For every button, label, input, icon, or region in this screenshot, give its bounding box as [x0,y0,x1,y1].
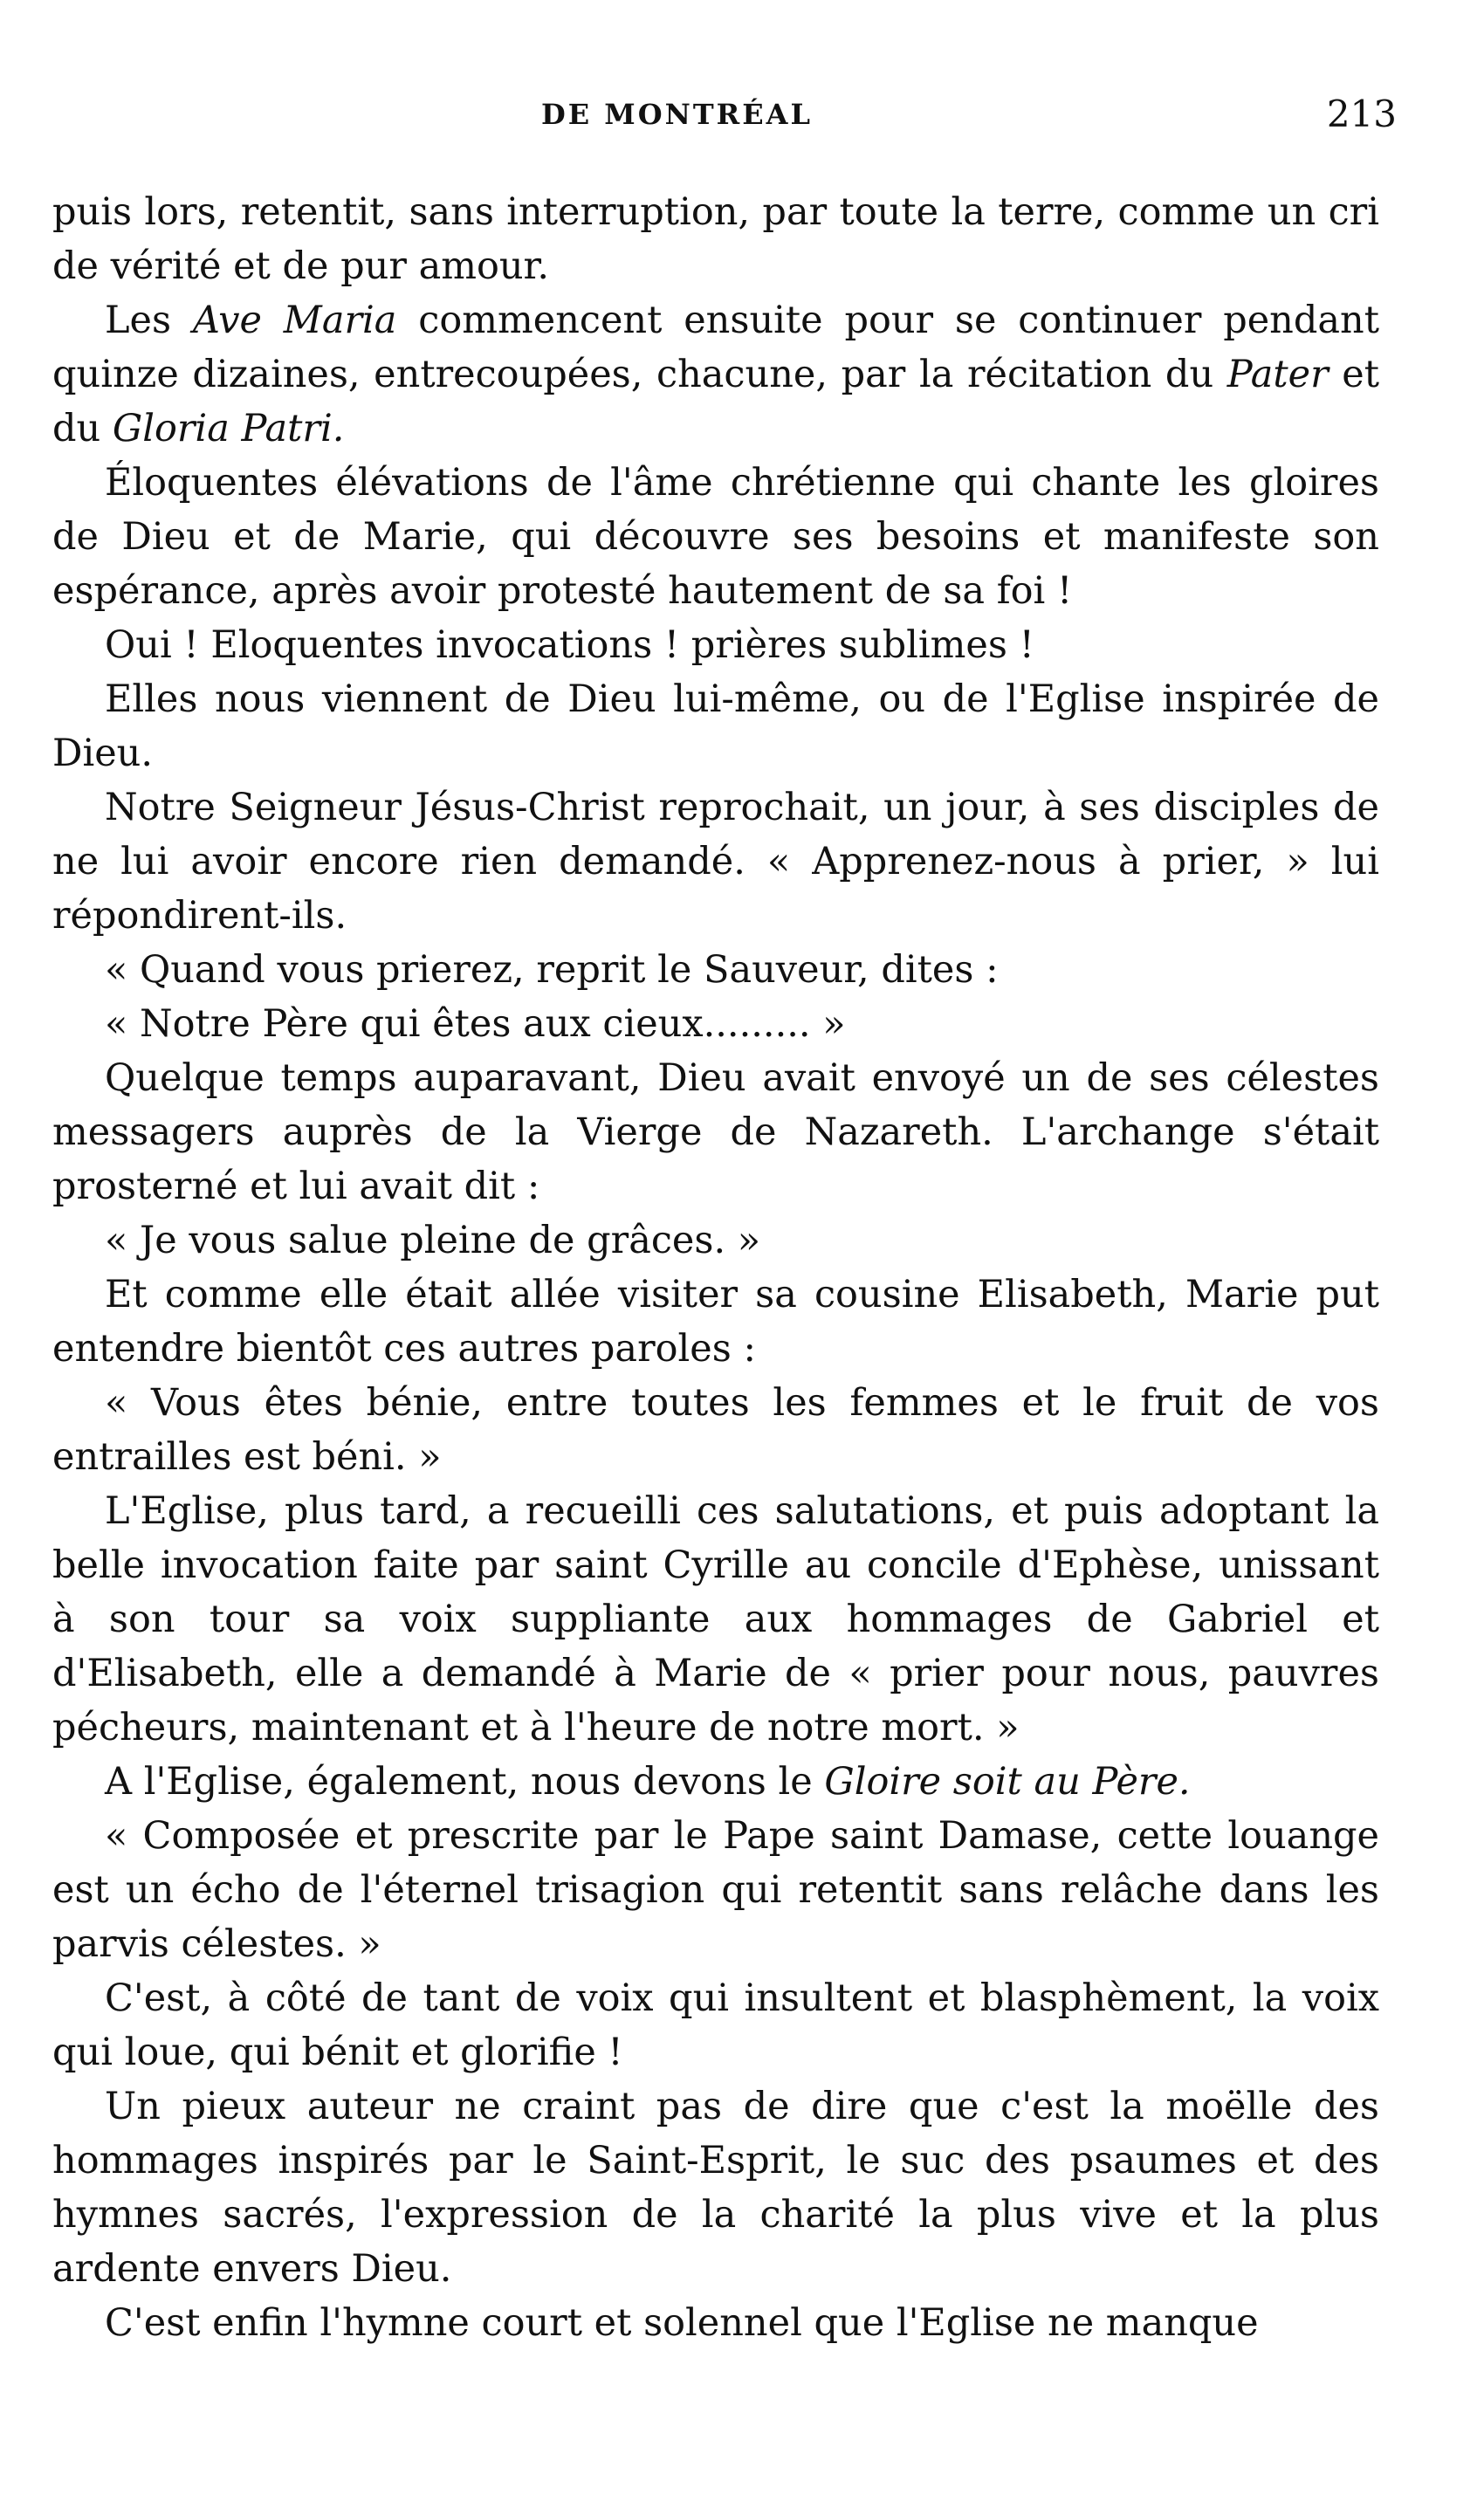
paragraph [52,2079,1379,2296]
italic-text: Ave Maria [192,299,397,342]
text-run: C'est, à côté de tant de voix qui insultent et blasphèment, la voix qui loue, qui bénit et glorifie ! [52,1976,1379,2074]
paragraph [52,1268,1379,1376]
italic-text: Pater [1226,353,1329,396]
paragraph [52,1376,1379,1484]
text-run: Éloquentes élévations de l'âme chrétienne qui chante les gloires de Dieu et de Marie, qui découvre ses besoins et manifeste son espérance, après avoir protesté hautement de sa foi ! [52,461,1379,613]
text-run: L'Eglise, plus tard, a recueilli ces salutations, et puis adoptant la belle invocation faite par saint Cyrille au concile d'Ephèse, unissant à son tour sa voix suppliante aux hommages de Gabriel et d'Elisabeth, elle a demandé à Marie de « prier pour nous, pauvres pécheurs, maintenant et à l'heure de notre mort. » [52,1489,1379,1749]
text-run: Un pieux auteur ne craint pas de dire que c'est la moëlle des hommages inspirés par le Saint-Esprit, le suc des psaumes et des hymnes sacrés, l'expression de la charité la plus vive et la plus ardente envers Dieu. [52,2085,1379,2291]
text-run: et du [52,353,1380,450]
text-run: puis lors, retentit, sans interruption, par toute la terre, comme un cri de vérité et de pur amour. [52,190,1379,288]
page-number: 213 [1326,93,1397,135]
text-run: C'est enfin l'hymne court et solennel que l'Eglise ne manque [105,2301,1259,2345]
text-run: « Quand vous prierez, reprit le Sauveur, dites : [105,948,999,992]
text-run: commencent ensuite pour se continuer pendant quinze dizaines, entrecoupées, chacune, par la récitation du [52,299,1380,396]
paragraph [52,1213,1379,1268]
paragraph [52,293,1379,456]
text-run: « Notre Père qui êtes aux cieux......... » [105,1002,846,1046]
text-run: Les [105,299,193,342]
paragraph [52,1755,1379,1809]
text-run: Et comme elle était allée visiter sa cousine Elisabeth, Marie put entendre bientôt ces autres paroles : [52,1273,1379,1371]
paragraph [52,185,1379,293]
paragraph [52,1971,1379,2079]
italic-text: Gloire soit au Père. [824,1760,1191,1804]
text-run: « Composée et prescrite par le Pape saint Damase, cette louange est un écho de l'éternel trisagion qui retentit sans relâche dans les parvis célestes. » [52,1814,1379,1966]
page-header [52,93,1397,150]
paragraph [52,943,1379,997]
paragraph [52,1051,1379,1213]
paragraph [52,672,1379,780]
paragraph [52,456,1379,618]
paragraph [52,2296,1379,2350]
running-head: DE MONTRÉAL [541,98,813,131]
paragraph [52,1809,1379,1971]
italic-text: Gloria Patri. [112,407,345,450]
text-run: Elles nous viennent de Dieu lui-même, ou de l'Eglise inspirée de Dieu. [52,677,1379,775]
text-run: « Vous êtes bénie, entre toutes les femmes et le fruit de vos entrailles est béni. » [52,1381,1379,1479]
text-run: « Je vous salue pleine de grâces. » [105,1219,761,1262]
paragraph [52,780,1379,943]
body-text [52,185,1379,2350]
text-run: A l'Eglise, également, nous devons le [105,1760,825,1804]
paragraph [52,1484,1379,1755]
text-run: Notre Seigneur Jésus-Christ reprochait, un jour, à ses disciples de ne lui avoir encore rien demandé. « Apprenez-nous à prier, » lui répondirent-ils. [52,786,1379,938]
paragraph [52,618,1379,672]
paragraph [52,997,1379,1051]
text-run: Oui ! Eloquentes invocations ! prières sublimes ! [105,623,1034,667]
text-run: Quelque temps auparavant, Dieu avait envoyé un de ses célestes messagers auprès de la Vierge de Nazareth. L'archange s'était prosterné et lui avait dit : [52,1056,1379,1208]
